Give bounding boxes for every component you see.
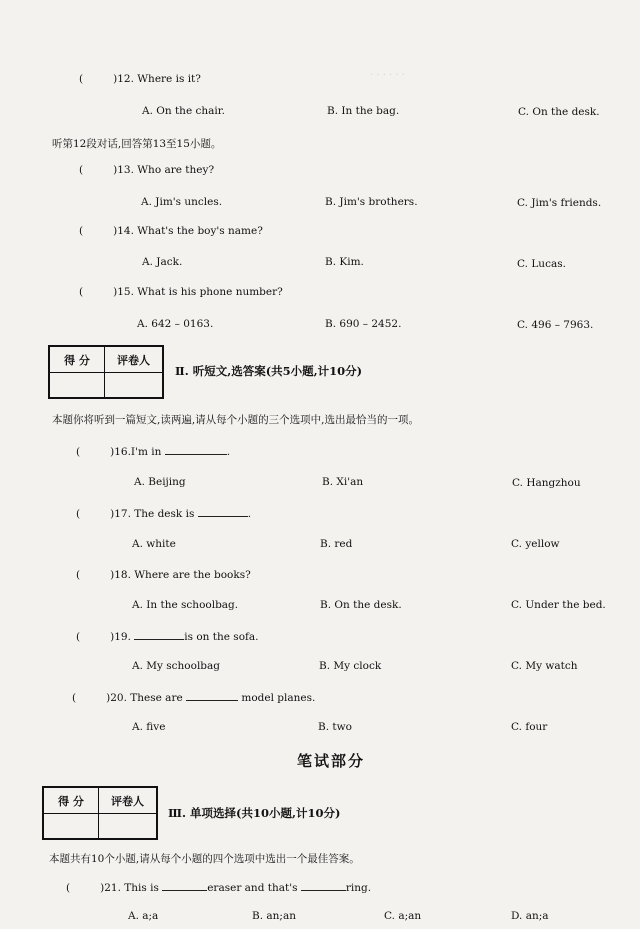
q17-option-b: B. red xyxy=(320,538,353,550)
q16-option-c: C. Hangzhou xyxy=(512,477,581,489)
answer-paren[interactable]: ( ) xyxy=(79,73,118,85)
q13-option-a: A. Jim's uncles. xyxy=(141,196,223,208)
q21-option-a: A. a;a xyxy=(128,910,159,922)
q14-option-b: B. Kim. xyxy=(325,256,364,268)
answer-paren[interactable]: ( ) xyxy=(79,164,118,176)
answer-paren[interactable]: ( ) xyxy=(76,508,115,520)
fill-blank[interactable] xyxy=(186,691,238,701)
grader-entry[interactable] xyxy=(104,373,162,398)
fill-blank[interactable] xyxy=(162,881,207,891)
answer-paren[interactable]: ( ) xyxy=(76,569,115,581)
score-label: 得 分 xyxy=(64,353,90,367)
q20-option-b: B. two xyxy=(318,721,352,733)
answer-paren[interactable]: ( ) xyxy=(76,446,115,458)
q13-option-b: B. Jim's brothers. xyxy=(325,196,418,208)
question-19: ( )19. is on the sofa. xyxy=(76,631,259,643)
written-part-heading: 笔试部分 xyxy=(297,752,366,770)
q21-option-c: C. a;an xyxy=(384,910,422,922)
section-2-title: Ⅱ. 听短文,选答案(共5小题,计10分) xyxy=(175,364,363,378)
fill-blank[interactable] xyxy=(134,630,184,640)
question-18: ( )18. Where are the books? xyxy=(76,569,251,581)
q15-option-b: B. 690 – 2452. xyxy=(325,318,402,330)
q20-option-a: A. five xyxy=(132,721,166,733)
fill-blank[interactable] xyxy=(198,507,248,517)
grader-label: 评卷人 xyxy=(98,788,156,813)
answer-paren[interactable]: ( ) xyxy=(76,631,115,643)
q14-option-a: A. Jack. xyxy=(142,256,183,268)
score-entry[interactable] xyxy=(44,814,98,839)
grader-entry[interactable] xyxy=(98,814,156,839)
question-15: ( )15. What is his phone number? xyxy=(79,286,283,298)
q15-option-a: A. 642 – 0163. xyxy=(137,318,214,330)
q18-option-b: B. On the desk. xyxy=(320,599,402,611)
fill-blank[interactable] xyxy=(301,881,346,891)
answer-paren[interactable]: ( ) xyxy=(79,225,118,237)
q18-option-c: C. Under the bed. xyxy=(511,599,606,611)
q12-option-a: A. On the chair. xyxy=(142,105,225,117)
question-17: ( )17. The desk is . xyxy=(76,508,252,520)
question-21: ( )21. This is eraser and that's ring. xyxy=(66,882,372,894)
q20-option-c: C. four xyxy=(511,721,548,733)
question-16: ( )16.I'm in . xyxy=(76,446,231,458)
score-box-section-2 xyxy=(48,345,164,399)
q18-option-a: A. In the schoolbag. xyxy=(132,599,239,611)
q21-option-b: B. an;an xyxy=(252,910,296,922)
score-label: 得 分 xyxy=(58,794,84,808)
q12-option-b: B. In the bag. xyxy=(327,105,400,117)
section-2-instruction: 本题你将听到一篇短文,读两遍,请从每个小题的三个选项中,选出最恰当的一项。 xyxy=(52,414,420,426)
grader-label: 评卷人 xyxy=(104,347,162,372)
question-14: ( )14. What's the boy's name? xyxy=(79,225,263,237)
question-20: ( )20. These are model planes. xyxy=(72,692,316,704)
section-3-instruction: 本题共有10个小题,请从每个小题的四个选项中选出一个最佳答案。 xyxy=(49,853,360,865)
q16-option-b: B. Xi'an xyxy=(322,476,364,488)
q16-option-a: A. Beijing xyxy=(134,476,186,488)
question-13: ( )13. Who are they? xyxy=(79,164,215,176)
q19-option-a: A. My schoolbag xyxy=(132,660,221,672)
fill-blank[interactable] xyxy=(165,445,227,455)
score-entry[interactable] xyxy=(50,373,104,398)
q12-option-c: C. On the desk. xyxy=(518,106,600,118)
q17-option-a: A. white xyxy=(132,538,176,550)
answer-paren[interactable]: ( ) xyxy=(79,286,118,298)
q17-option-c: C. yellow xyxy=(511,538,560,550)
q19-option-b: B. My clock xyxy=(319,660,382,672)
question-12: ( )12. Where is it? xyxy=(79,73,201,85)
q21-option-d: D. an;a xyxy=(511,910,549,922)
answer-paren[interactable]: ( ) xyxy=(66,882,105,894)
bleed-through: · · · · · · xyxy=(370,70,405,81)
q19-option-c: C. My watch xyxy=(511,660,578,672)
answer-paren[interactable]: ( ) xyxy=(72,692,111,704)
listening-instruction-13-15: 听第12段对话,回答第13至15小题。 xyxy=(52,138,222,150)
q15-option-c: C. 496 – 7963. xyxy=(517,319,594,331)
score-box-section-3 xyxy=(42,786,158,840)
section-3-title: Ⅲ. 单项选择(共10小题,计10分) xyxy=(168,806,341,820)
q13-option-c: C. Jim's friends. xyxy=(517,197,602,209)
q14-option-c: C. Lucas. xyxy=(517,258,566,270)
